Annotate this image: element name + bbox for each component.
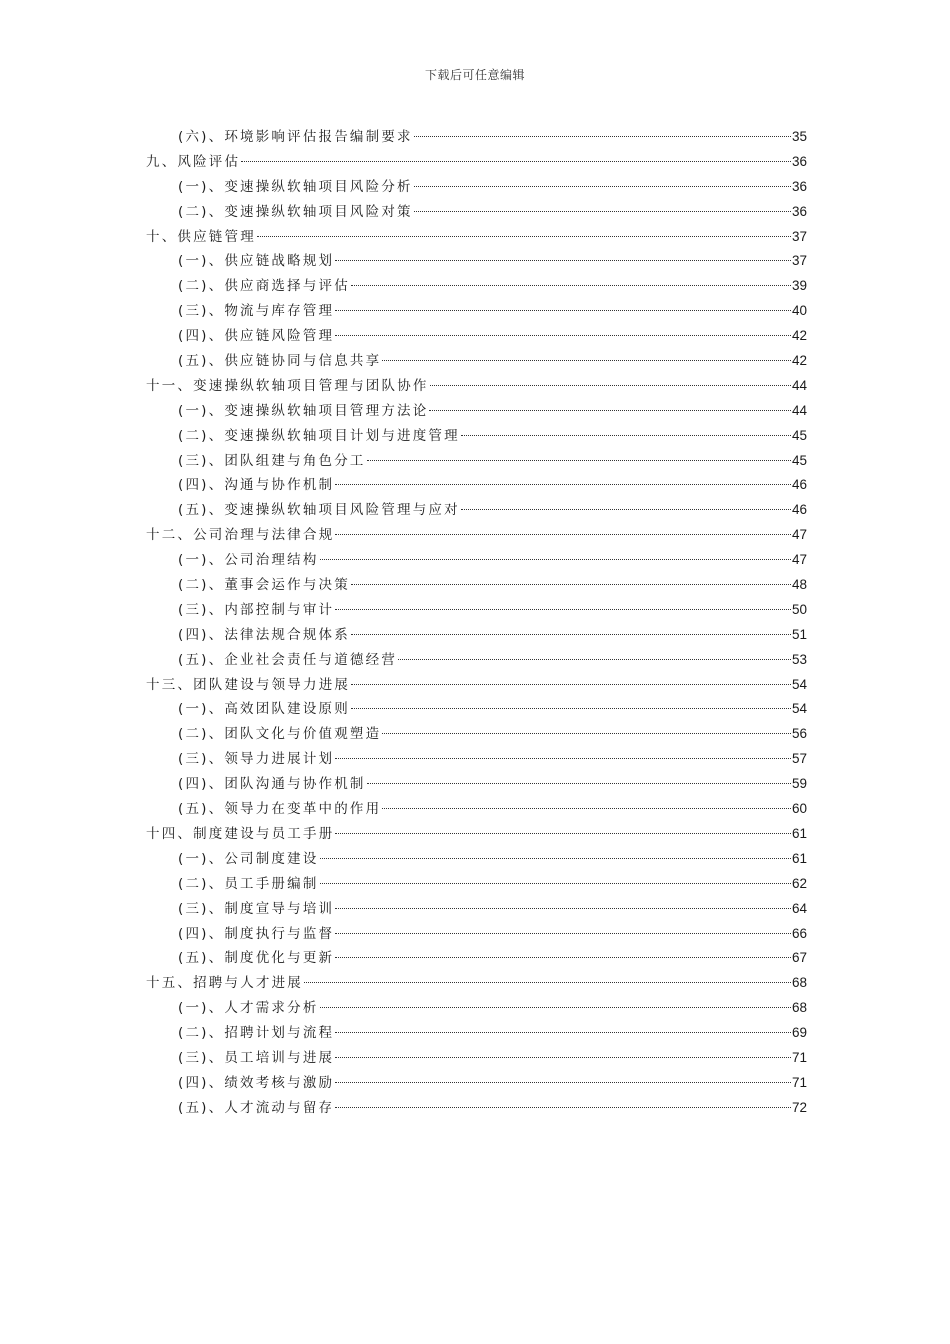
toc-entry-page-number: 42	[791, 328, 807, 344]
toc-entry-page-number: 46	[791, 477, 807, 493]
toc-dot-leader	[335, 335, 791, 336]
toc-dot-leader	[335, 908, 791, 909]
toc-dot-leader	[351, 584, 791, 585]
toc-entry-page-number: 69	[791, 1025, 807, 1041]
toc-entry-page-number: 68	[791, 1000, 807, 1016]
toc-subsection-entry[interactable]	[146, 872, 807, 897]
toc-entry-page-number: 72	[791, 1099, 807, 1115]
toc-entry-page-number: 50	[791, 601, 807, 617]
toc-subsection-entry[interactable]	[146, 697, 807, 722]
toc-entry-title: (四)、团队沟通与协作机制	[178, 776, 366, 793]
toc-entry-title: 十二、公司治理与法律合规	[146, 527, 335, 544]
toc-subsection-entry[interactable]	[146, 299, 807, 324]
toc-entry-page-number: 59	[791, 776, 807, 792]
toc-section-entry[interactable]	[146, 822, 807, 847]
toc-entry-page-number: 64	[791, 900, 807, 916]
toc-dot-leader	[335, 310, 791, 311]
toc-entry-title: (一)、供应链战略规划	[178, 253, 335, 270]
toc-entry-title: (三)、团队组建与角色分工	[178, 452, 366, 469]
toc-dot-leader	[335, 833, 791, 834]
toc-entry-title: 九、风险评估	[146, 153, 241, 170]
toc-entry-page-number: 37	[791, 253, 807, 269]
toc-entry-page-number: 39	[791, 278, 807, 294]
toc-dot-leader	[320, 559, 791, 560]
toc-dot-leader	[414, 211, 791, 212]
toc-dot-leader	[398, 659, 791, 660]
toc-entry-title: (二)、员工手册编制	[178, 875, 319, 892]
toc-entry-title: (二)、变速操纵软轴项目风险对策	[178, 203, 413, 220]
toc-subsection-entry[interactable]	[146, 996, 807, 1021]
toc-entry-page-number: 42	[791, 353, 807, 369]
toc-entry-title: (五)、变速操纵软轴项目风险管理与应对	[178, 502, 460, 519]
toc-subsection-entry[interactable]	[146, 175, 807, 200]
toc-entry-page-number: 60	[791, 801, 807, 817]
toc-subsection-entry[interactable]	[146, 424, 807, 449]
toc-section-entry[interactable]	[146, 374, 807, 399]
toc-subsection-entry[interactable]	[146, 349, 807, 374]
toc-entry-title: (二)、供应商选择与评估	[178, 278, 350, 295]
toc-entry-title: (一)、变速操纵软轴项目风险分析	[178, 178, 413, 195]
toc-dot-leader	[320, 883, 791, 884]
toc-subsection-entry[interactable]	[146, 1021, 807, 1046]
toc-subsection-entry[interactable]	[146, 200, 807, 225]
toc-section-entry[interactable]	[146, 971, 807, 996]
toc-dot-leader	[335, 534, 791, 535]
toc-entry-title: (二)、团队文化与价值观塑造	[178, 726, 382, 743]
toc-dot-leader	[430, 385, 791, 386]
toc-entry-page-number: 35	[791, 129, 807, 144]
toc-entry-title: (一)、高效团队建设原则	[178, 701, 350, 718]
toc-dot-leader	[429, 410, 791, 411]
toc-entry-page-number: 45	[791, 452, 807, 468]
toc-entry-page-number: 53	[791, 651, 807, 667]
toc-entry-page-number: 36	[791, 153, 807, 169]
toc-subsection-entry[interactable]	[146, 772, 807, 797]
table-of-contents	[146, 125, 807, 1121]
toc-entry-title: (五)、领导力在变革中的作用	[178, 801, 382, 818]
toc-entry-page-number: 44	[791, 377, 807, 393]
toc-entry-page-number: 44	[791, 402, 807, 418]
toc-entry-page-number: 62	[791, 875, 807, 891]
toc-subsection-entry[interactable]	[146, 399, 807, 424]
toc-subsection-entry[interactable]	[146, 847, 807, 872]
toc-entry-title: (三)、员工培训与进展	[178, 1049, 335, 1066]
toc-entry-page-number: 57	[791, 751, 807, 767]
toc-subsection-entry[interactable]	[146, 598, 807, 623]
toc-entry-title: (一)、公司治理结构	[178, 552, 319, 569]
toc-entry-title: 十四、制度建设与员工手册	[146, 825, 335, 842]
toc-entry-page-number: 51	[791, 626, 807, 642]
toc-entry-page-number: 46	[791, 502, 807, 518]
toc-subsection-entry[interactable]	[146, 449, 807, 474]
toc-entry-page-number: 61	[791, 850, 807, 866]
toc-subsection-entry[interactable]	[146, 623, 807, 648]
toc-entry-page-number: 37	[791, 228, 807, 244]
page-header: 下载后可任意编辑	[424, 68, 525, 82]
toc-entry-title: (四)、沟通与协作机制	[178, 477, 335, 494]
toc-subsection-entry[interactable]	[146, 498, 807, 523]
toc-subsection-entry[interactable]	[146, 897, 807, 922]
toc-entry-title: 十五、招聘与人才进展	[146, 975, 303, 992]
toc-entry-title: (一)、公司制度建设	[178, 850, 319, 867]
toc-dot-leader	[335, 933, 791, 934]
toc-subsection-entry[interactable]	[146, 648, 807, 673]
toc-entry-page-number: 71	[791, 1074, 807, 1090]
toc-entry-title: (五)、人才流动与留存	[178, 1099, 335, 1116]
toc-entry-title: (四)、供应链风险管理	[178, 328, 335, 345]
toc-dot-leader	[461, 509, 791, 510]
toc-entry-page-number: 56	[791, 726, 807, 742]
toc-dot-leader	[414, 186, 791, 187]
toc-section-entry[interactable]	[146, 150, 807, 175]
toc-dot-leader	[241, 161, 791, 162]
toc-section-entry[interactable]	[146, 523, 807, 548]
toc-entry-page-number: 40	[791, 303, 807, 319]
toc-dot-leader	[461, 435, 791, 436]
toc-dot-leader	[382, 360, 791, 361]
toc-subsection-entry[interactable]	[146, 473, 807, 498]
toc-subsection-entry[interactable]	[146, 573, 807, 598]
toc-entry-title: 十一、变速操纵软轴项目管理与团队协作	[146, 377, 429, 394]
toc-dot-leader	[351, 285, 791, 286]
toc-entry-title: (一)、变速操纵软轴项目管理方法论	[178, 402, 429, 419]
toc-subsection-entry[interactable]	[146, 548, 807, 573]
toc-dot-leader	[335, 1082, 791, 1083]
toc-entry-page-number: 36	[791, 203, 807, 219]
toc-section-entry[interactable]	[146, 673, 807, 698]
toc-dot-leader	[335, 609, 791, 610]
toc-dot-leader	[335, 1107, 791, 1108]
toc-entry-title: (一)、人才需求分析	[178, 1000, 319, 1017]
toc-entry-page-number: 71	[791, 1049, 807, 1065]
toc-entry-title: (五)、企业社会责任与道德经营	[178, 651, 398, 668]
toc-subsection-entry[interactable]	[146, 249, 807, 274]
toc-entry-title: (三)、领导力进展计划	[178, 751, 335, 768]
toc-dot-leader	[335, 484, 791, 485]
toc-entry-title: (四)、法律法规合规体系	[178, 626, 350, 643]
toc-dot-leader	[382, 733, 791, 734]
toc-entry-page-number: 36	[791, 178, 807, 194]
toc-dot-leader	[414, 136, 791, 137]
toc-entry-page-number: 45	[791, 427, 807, 443]
toc-subsection-entry[interactable]	[146, 1071, 807, 1096]
toc-subsection-entry[interactable]	[146, 125, 807, 150]
toc-dot-leader	[304, 982, 791, 983]
toc-dot-leader	[351, 634, 791, 635]
toc-entry-page-number: 47	[791, 527, 807, 543]
toc-entry-title: (三)、物流与库存管理	[178, 303, 335, 320]
toc-subsection-entry[interactable]	[146, 324, 807, 349]
toc-subsection-entry[interactable]	[146, 274, 807, 299]
toc-dot-leader	[351, 708, 791, 709]
toc-entry-title: (三)、内部控制与审计	[178, 601, 335, 618]
toc-entry-title: (二)、变速操纵软轴项目计划与进度管理	[178, 427, 460, 444]
toc-dot-leader	[320, 858, 791, 859]
toc-entry-title: (二)、董事会运作与决策	[178, 577, 350, 594]
toc-dot-leader	[335, 1057, 791, 1058]
toc-dot-leader	[335, 1032, 791, 1033]
toc-entry-title: (六)、环境影响评估报告编制要求	[178, 129, 413, 145]
toc-entry-page-number: 67	[791, 950, 807, 966]
toc-entry-title: 十三、团队建设与领导力进展	[146, 676, 351, 693]
toc-entry-page-number: 47	[791, 552, 807, 568]
toc-dot-leader	[367, 783, 791, 784]
toc-entry-page-number: 61	[791, 825, 807, 841]
toc-subsection-entry[interactable]	[146, 722, 807, 747]
toc-dot-leader	[335, 957, 791, 958]
toc-entry-title: (四)、制度执行与监督	[178, 925, 335, 942]
toc-entry-page-number: 66	[791, 925, 807, 941]
toc-subsection-entry[interactable]	[146, 1096, 807, 1121]
toc-entry-title: (三)、制度宣导与培训	[178, 900, 335, 917]
toc-dot-leader	[382, 808, 791, 809]
toc-dot-leader	[320, 1007, 791, 1008]
toc-entry-title: 十、供应链管理	[146, 228, 256, 245]
toc-dot-leader	[335, 758, 791, 759]
toc-subsection-entry[interactable]	[146, 797, 807, 822]
toc-section-entry[interactable]	[146, 225, 807, 250]
toc-subsection-entry[interactable]	[146, 747, 807, 772]
toc-dot-leader	[367, 460, 791, 461]
toc-entry-title: (二)、招聘计划与流程	[178, 1025, 335, 1042]
toc-dot-leader	[257, 236, 791, 237]
toc-entry-page-number: 68	[791, 975, 807, 991]
toc-entry-title: (四)、绩效考核与激励	[178, 1074, 335, 1091]
toc-entry-page-number: 54	[791, 701, 807, 717]
toc-dot-leader	[351, 684, 791, 685]
toc-entry-title: (五)、供应链协同与信息共享	[178, 353, 382, 370]
toc-subsection-entry[interactable]	[146, 946, 807, 971]
toc-entry-page-number: 54	[791, 676, 807, 692]
toc-entry-page-number: 48	[791, 577, 807, 593]
toc-subsection-entry[interactable]	[146, 922, 807, 947]
toc-dot-leader	[335, 260, 791, 261]
toc-subsection-entry[interactable]	[146, 1046, 807, 1071]
toc-entry-title: (五)、制度优化与更新	[178, 950, 335, 967]
